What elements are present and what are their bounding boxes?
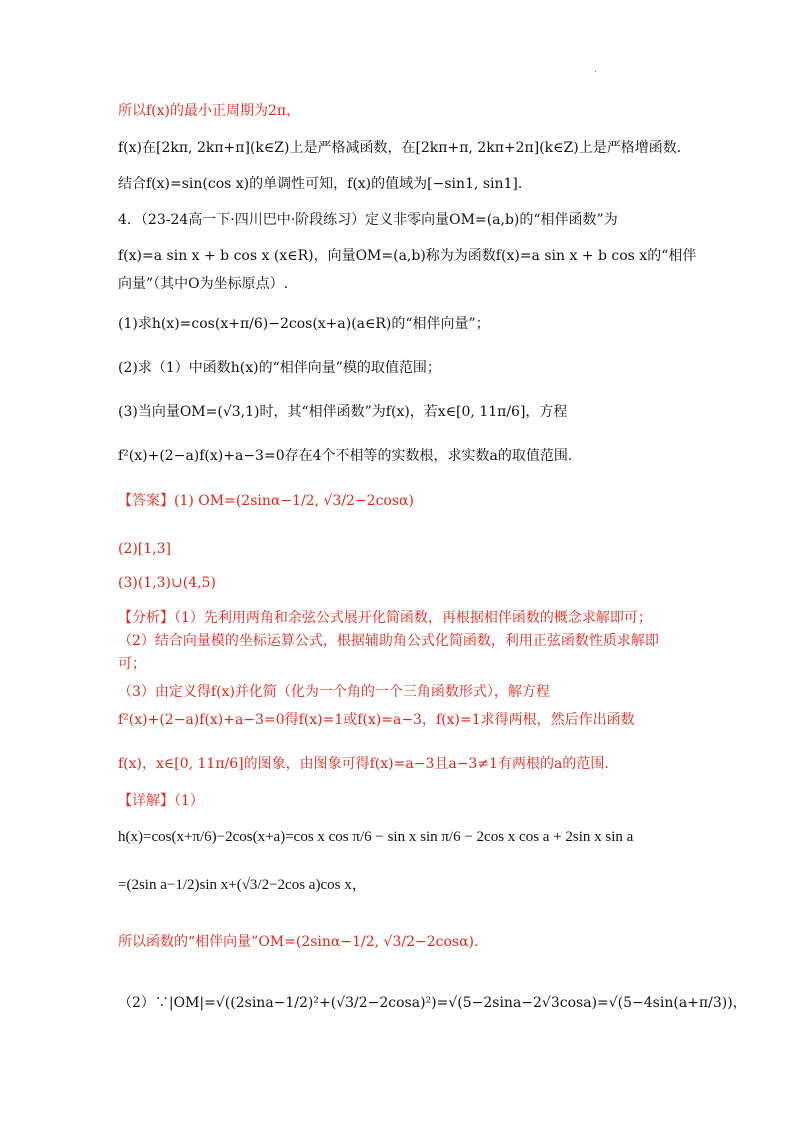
- line-range: 结合f(x)=sin(cos x)的单调性可知，f(x)的值域为[−sin1, sin1].: [118, 176, 523, 192]
- problem-4-note: 向量”（其中O为坐标原点）.: [118, 276, 289, 292]
- answer-2: (2)[1,3]: [118, 541, 172, 557]
- question-1: (1)求h(x)=cos(x+π/6)−2cos(x+a)(a∈R)的“相伴向量”；: [118, 316, 490, 332]
- answer-1: 【答案】(1) OM=(2sinα−1/2, √3/2−2cosα): [118, 493, 414, 509]
- analysis-3-graph: f(x)，x∈[0, 11π/6]的图象，由图象可得f(x)=a−3且a−3≠1有两根的a的范围.: [118, 756, 609, 772]
- problem-4-definition: f(x)=a sin x + b cos x (x∈R)，向量OM=(a,b)称为为函数f(x)=a sin x + b cos x的“相伴: [118, 248, 697, 264]
- analysis-2-cont: 可；: [118, 656, 146, 672]
- question-3-equation: f²(x)+(2−a)f(x)+a−3=0存在4个不相等的实数根，求实数a的取值范围.: [118, 448, 573, 464]
- line-monotonic: f(x)在[2kπ, 2kπ+π](k∈Z)上是严格减函数，在[2kπ+π, 2kπ+2π](k∈Z)上是严格增函数.: [118, 140, 682, 156]
- analysis-2: （2）结合向量模的坐标运算公式，根据辅助角公式化简函数，利用正弦函数性质求解即: [118, 633, 659, 649]
- analysis-1: 【分析】（1）先利用两角和余弦公式展开化简函数，再根据相伴函数的概念求解即可；: [118, 610, 652, 626]
- analysis-3: （3）由定义得f(x)并化简（化为一个角的一个三角函数形式），解方程: [118, 684, 550, 700]
- detail-1-expansion: h(x)=cos(x+π/6)−2cos(x+a)=cos x cos π/6 − sin x sin π/6 − 2cos x cos a + 2sin x sin a: [118, 829, 634, 845]
- answer-3: (3)(1,3)∪(4,5): [118, 575, 216, 591]
- detail-1-conclusion: 所以函数的“相伴向量”OM=(2sinα−1/2, √3/2−2cosα).: [118, 934, 479, 950]
- header-mark: .: [594, 64, 598, 75]
- question-3: (3)当向量OM=(√3,1)时，其“相伴函数”为f(x)，若x∈[0, 11π/6]，方程: [118, 404, 568, 420]
- detail-1-simplified: =(2sin a−1/2)sin x+(√3/2−2cos a)cos x，: [118, 877, 367, 893]
- question-2: (2)求（1）中函数h(x)的“相伴向量”模的取值范围；: [118, 360, 441, 376]
- problem-4-title: 4．（23-24高一下·四川巴中·阶段练习）定义非零向量OM=(a,b)的“相伴函数”为: [118, 212, 618, 228]
- detail-heading: 【详解】（1）: [118, 793, 204, 809]
- line-period: 所以f(x)的最小正周期为2π，: [118, 103, 301, 119]
- detail-2-modulus: （2）∵|OM|=√((2sina−1/2)²+(√3/2−2cosa)²)=√(5−2sina−2√3cosa)=√(5−4sin(a+π/3))，: [118, 995, 747, 1011]
- analysis-3-equation: f²(x)+(2−a)f(x)+a−3=0得f(x)=1或f(x)=a−3，f(x)=1求得两根，然后作出函数: [118, 712, 635, 728]
